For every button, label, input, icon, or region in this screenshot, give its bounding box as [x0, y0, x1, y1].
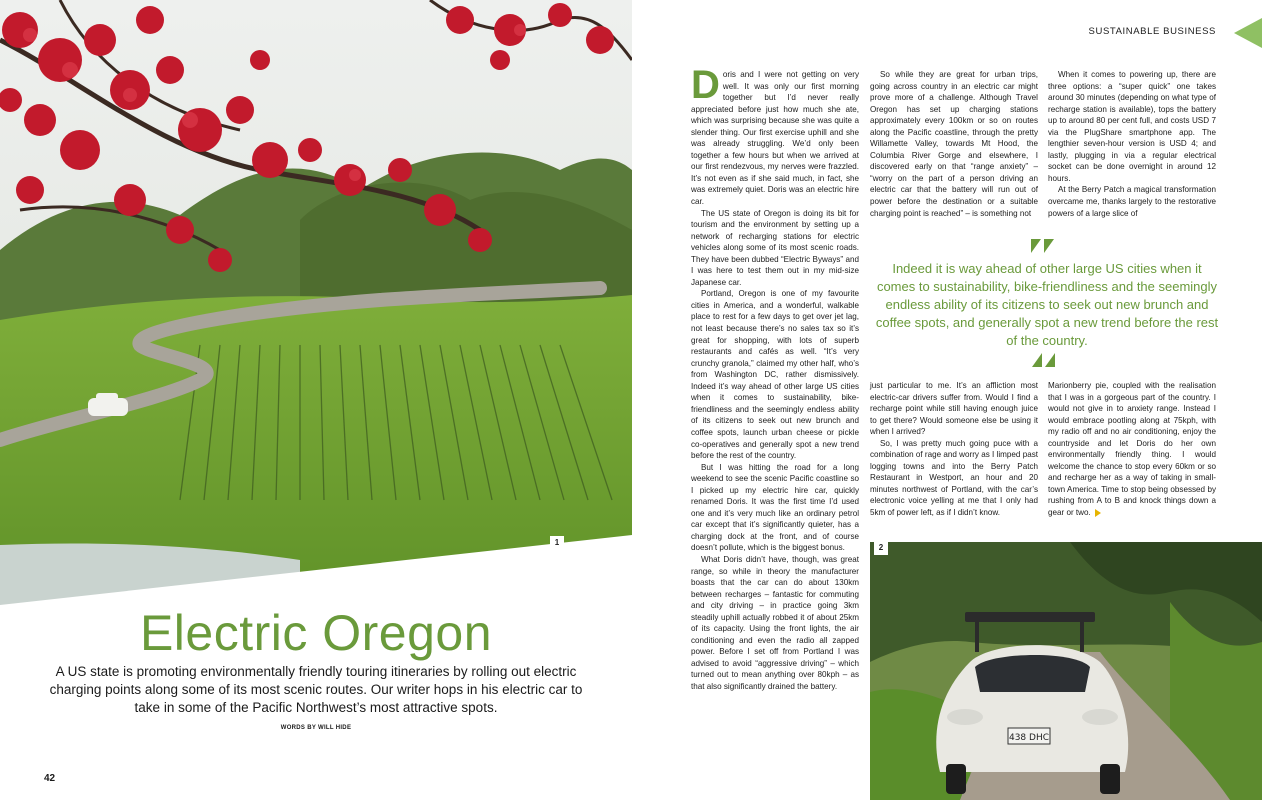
byline: WORDS BY WILL HIDE	[280, 725, 352, 731]
section-tab-icon	[1234, 18, 1262, 48]
section-label: SUSTAINABLE BUSINESS	[1088, 26, 1216, 37]
play-icon	[1095, 509, 1101, 517]
paragraph: What Doris didn’t have, though, was great range, so while in theory the manufacturer boasts that the car can do about 130km between recharges – fantastic for commuting and city driving – in practice going 3km steadily uphill actually robbed it of about 25km of its capacity. Using the front lights, the air conditioning and even the radio all zapped power. Before I set off from Portland I was advised to avoid “aggressive driving” – which turned out to mean anything over 80kph – as that also significantly drained the battery.	[691, 554, 859, 691]
paragraph: just particular to me. It’s an affliction most electric-car drivers suffer from. Would I find a recharge point while still having enough juice to get there? Would someone else be using it when I arrived?	[870, 381, 1038, 437]
drop-cap: D	[691, 63, 720, 107]
close-quote-icon	[1030, 352, 1056, 368]
photo-1-badge: 1	[550, 536, 564, 550]
article-standfirst: A US state is promoting environmentally friendly touring itineraries by rolling out electric charging points along some of its most scenic routes. Our writer hops in his electric car to take in some of the Pacific Northwest’s most attractive spots.	[49, 664, 583, 715]
page-number: 42	[44, 773, 56, 784]
paragraph-text: oris and I were not getting on very well. It was only our first morning together but I’d never really appreciated before just how much she ate, which was surprising because she was quite a slender thing. Our first exercise uphill and she was already struggling. We’d only been together a few hours but when we arrived at our first rendezvous, my nerves were frazzled. It’s not even as if she said much, in fact, she was extremely quiet. Doris was an electric hire car.	[691, 70, 859, 207]
paragraph	[1048, 380, 1216, 519]
text-column-2-bottom	[870, 380, 1038, 519]
open-quote-icon	[1030, 238, 1056, 254]
paragraph: When it comes to powering up, there are three options: a “super quick” one takes around 30 minutes (depending on what type of recharge station is available), tops the battery up to around 80 per cent full, and costs USD 7 via the PlugShare smartphone app. The lengthier seven-hour version is USD 4; and lastly, plugging in via a regular electrical socket can be done overnight in around 12 hours.	[1048, 70, 1216, 183]
text-column-3-bottom	[1048, 380, 1216, 519]
license-plate-text: 438 DHC	[1008, 733, 1050, 743]
paragraph-text: Marionberry pie, coupled with the realisation that I was in a gorgeous part of the country. I would not give in to anxiety range. Instead I would embrace pootling along at 75kph, with my radio off and no air conditioning, enjoy the countryside and let Doris do her own environmentally friendly thing. I would welcome the chance to stop every 60km or so and recharge her as a way of taking in small-town America. Time to stop being obsessed by rushing from A to B and knock things down a gear or two.	[1048, 381, 1216, 518]
text-column-2-top	[870, 69, 1038, 219]
text-column-1	[691, 63, 859, 693]
article-title: Electric Oregon	[139, 605, 493, 661]
paragraph: So while they are great for urban trips, going across country in an electric car might prove more of a challenge. Although Travel Oregon has set up charging stations approximately every 100km or so on routes along the Pacific coastline, through the pretty Willamette Valley, towards Mt Hood, the Columbia River Gorge and elsewhere, I discovered early on that “range anxiety” – “worry on the part of a person driving an electric car that the battery will run out of power before the destination or a suitable charging point is reached” – is something not	[870, 70, 1038, 218]
paragraph: But I was hitting the road for a long weekend to see the scenic Pacific coastline so I picked up my electric hire car, quickly renamed Doris. It was the first time I’d used one and it’s very much like an ordinary petrol car except that it’s significantly quieter, has a charging dock at the front, and of course doesn’t pollute, which is the biggest bonus.	[691, 462, 859, 553]
paragraph: At the Berry Patch a magical transformation overcame me, thanks largely to the restorative powers of a large slice of	[1048, 185, 1216, 218]
right-page	[632, 0, 1262, 800]
paragraph: So, I was pretty much going puce with a combination of rage and worry as I limped past logging towns and into the Berry Patch Restaurant in Westport, an hour and 20 minutes northwest of Portland, with the car’s electronic voice yelling at me that I only had 5km of power left, as if I didn’t know.	[870, 438, 1038, 518]
photo-2-badge: 2	[874, 542, 888, 555]
text-column-3-top	[1048, 69, 1216, 219]
paragraph: Portland, Oregon is one of my favourite cities in America, and a wonderful, walkable place to rest for a few days to get over jet lag, not least because there’s no sales tax so it’s great for shopping, with lots of superb restaurants and cafés as well. “It’s very crunchy granola,” claimed my other half, who’s from Washington DC, rather dismissively. Indeed it’s way ahead of other large US cities when it comes to sustainability, bike-friendliness and the seemingly endless ability of its citizens to seek out new brunch and coffee spots, launch urban cheese or pickle co-operatives and generally spot a new trend before the rest of the country.	[691, 289, 859, 461]
paragraph: The US state of Oregon is doing its bit for tourism and the environment by setting up a network of recharging stations for electric vehicles along some of its most scenic roads. They have been dubbed “Electric Byways” and I was here to test them out in my mid-size Japanese car.	[691, 208, 859, 287]
paragraph	[691, 63, 859, 208]
pull-quote: Indeed it is way ahead of other large US cities when it comes to sustainability, bike-friendliness and the seemingly endless ability of its citizens to seek out new brunch and coffee spots, and generally spot a new trend before the rest of the country.	[875, 261, 1219, 348]
electric-car-photo	[870, 542, 1262, 800]
